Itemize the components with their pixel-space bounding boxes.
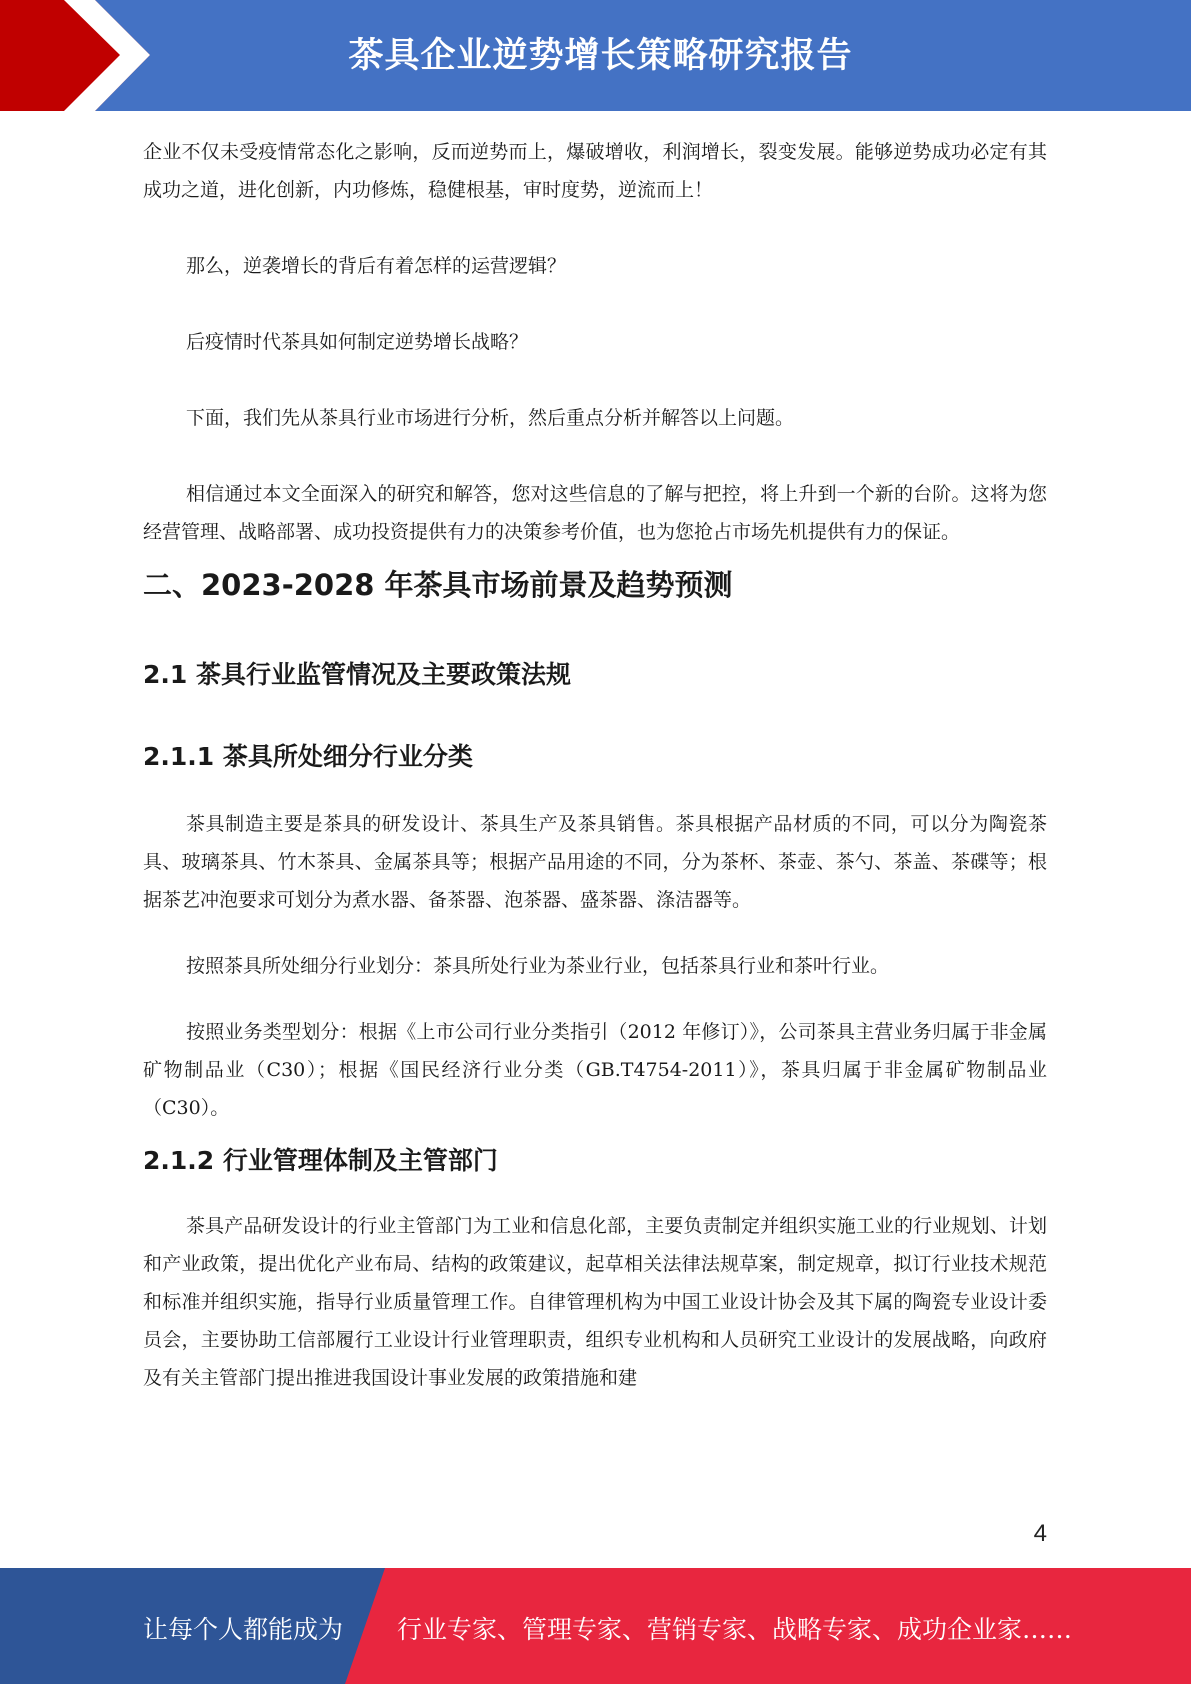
paragraph: 下面，我们先从茶具行业市场进行分析，然后重点分析并解答以上问题。 [186,407,795,429]
paragraph: 按照业务类型划分：根据《上市公司行业分类指引（2012 年修订）》，公司茶具主营业务归属于非金属矿物制品业（C30）；根据《国民经济行业分类（GB.T4754-2011）》，茶具归属于非金属矿物制品业（C30）。 [143,1021,1047,1119]
subsection-heading: 2.1 茶具行业监管情况及主要政策法规 [143,660,571,689]
document-title: 茶具企业逆势增长策略研究报告 [348,36,853,76]
paragraph: 茶具制造主要是茶具的研发设计、茶具生产及茶具销售。茶具根据产品材质的不同，可以分为陶瓷茶具、玻璃茶具、竹木茶具、金属茶具等；根据产品用途的不同，分为茶杯、茶壶、茶勺、茶盖、茶碟等；根据茶艺冲泡要求可划分为煮水器、备茶器、泡茶器、盛茶器、涤洁器等。 [143,813,1047,911]
paragraph: 企业不仅未受疫情常态化之影响，反而逆势而上，爆破增收，利润增长，裂变发展。能够逆势成功必定有其成功之道，进化创新，内功修炼，稳健根基，审时度势，逆流而上！ [143,141,1047,201]
paragraph: 后疫情时代茶具如何制定逆势增长战略？ [186,331,529,353]
paragraph: 按照茶具所处细分行业划分：茶具所处行业为茶业行业，包括茶具行业和茶叶行业。 [186,955,890,977]
paragraph: 那么，逆袭增长的背后有着怎样的运营逻辑？ [186,255,567,277]
subsubsection-heading: 2.1.1 茶具所处细分行业分类 [143,742,473,771]
page-footer [0,1568,1191,1684]
subsubsection-heading: 2.1.2 行业管理体制及主管部门 [143,1146,498,1175]
page-header [0,0,1191,111]
page-number: 4 [1033,1520,1047,1547]
paragraph: 相信通过本文全面深入的研究和解答，您对这些信息的了解与把控，将上升到一个新的台阶。这将为您经营管理、战略部署、成功投资提供有力的决策参考价值，也为您抢占市场先机提供有力的保证。 [143,483,1047,543]
page-content [143,133,1047,1397]
footer-slogan-left: 让每个人都能成为 [143,1615,344,1644]
footer-slogan-right: 行业专家、管理专家、营销专家、战略专家、成功企业家…… [397,1615,1073,1644]
section-heading: 二、2023-2028 年茶具市场前景及趋势预测 [143,568,733,602]
paragraph: 茶具产品研发设计的行业主管部门为工业和信息化部，主要负责制定并组织实施工业的行业规划、计划和产业政策，提出优化产业布局、结构的政策建议，起草相关法律法规草案，制定规章，拟订行业技术规范和标准并组织实施，指导行业质量管理工作。自律管理机构为中国工业设计协会及其下属的陶瓷专业设计委员会，主要协助工信部履行工业设计行业管理职责，组织专业机构和人员研究工业设计的发展战略，向政府及有关主管部门提出推进我国设计事业发展的政策措施和建 [143,1215,1047,1389]
